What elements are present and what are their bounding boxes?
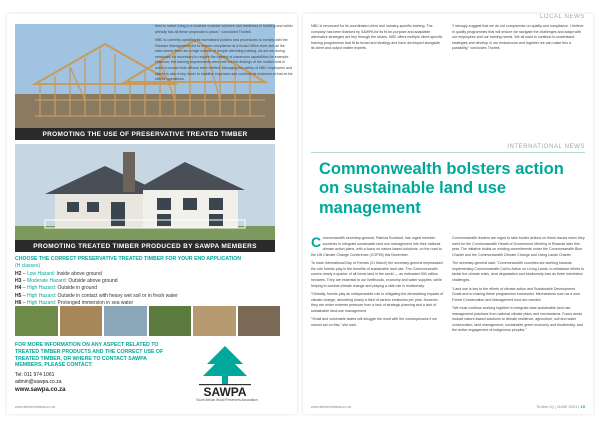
caption-preservative-treated: PROMOTING THE USE OF PRESERVATIVE TREATED TIMBER — [15, 128, 275, 140]
drop-cap: C — [311, 234, 322, 250]
bottom-article-columns — [311, 236, 585, 337]
hazard-row: H5 – High Hazard: Outside in contact with heavy wet soil or in fresh water — [15, 292, 178, 299]
folio-page-number: Timber iQ | JUNE 2021 | 19 — [536, 404, 585, 409]
sawpa-association-name: South African Wood Preservers Association — [196, 398, 258, 402]
thumbnail-image — [15, 306, 58, 336]
right-page — [303, 14, 593, 414]
section-label-international-news: INTERNATIONAL NEWS — [507, 144, 585, 150]
hazard-row: H4 – High Hazard: Outside in ground — [15, 285, 98, 292]
hazard-row: H3 – Moderate Hazard: Outside above ground — [15, 278, 118, 284]
article-paragraph: “Land use is key to the efforts of climate action and Sustainable Development Goals and to making these programmes successful. Mechanisms such as a new Forest Conservation and Management fund are needed. — [452, 286, 580, 302]
timber-product-thumbnails — [15, 306, 280, 336]
contact-block — [15, 342, 165, 393]
top-article-columns — [311, 24, 585, 55]
house-photo — [15, 144, 275, 240]
article-paragraph: Commonwealth secretary-general, Patricia Scotland, has urged member countries to integrate sustainable land use management into their national climate action plans, with a focus on nature-based solutions, on the road to the UN Climate Change Conference (COP26) this November. — [311, 234, 442, 257]
folio-website: www.timbertradesa.co.za — [311, 405, 352, 409]
sawpa-logo — [193, 344, 257, 400]
thumbnail-image — [149, 306, 192, 336]
left-article-column — [155, 24, 293, 86]
article-paragraph: NBC is renowned for its coordinated client and industry-specific training. The company has been thanked by SAWPA for its fit-for-purpose and adaptable alternative strategies are key through the stores. NBC offers multiple client-specific training programmes that fit its broad and strategy and have developed alongside its client and output matter experts. — [311, 24, 443, 51]
ad-subheading: (H classes) — [15, 262, 41, 269]
article-paragraph: “We must continue working together to integrate wise sustainable land use management practices from national climate plans and mechanisms. Focus areas include nature-based solutions to climate resilience, agriculture, soil and water conservation, land management, sustainable green economy and biodiversity, and the active engagement of indigenous peoples.” — [452, 306, 583, 333]
bottom-column-2 — [452, 236, 585, 337]
thumbnail-image — [238, 306, 281, 336]
caption-sawpa-members: PROMOTING TREATED TIMBER PRODUCED BY SAWPA MEMBERS — [15, 240, 275, 252]
hazard-row: H6 – High Hazard: Prolonged immersion in sea water — [15, 299, 134, 306]
article-paragraph: The secretary-general said: “Commonwealth countries are working towards implementing Commonwealth Call to Action on Living Lands, to rebalance efforts to tackle the climate crisis, land degradation and biodiversity loss as three interlinked challenges. — [452, 261, 585, 282]
top-column-1 — [311, 24, 444, 55]
thumbnail-image — [193, 306, 236, 336]
hazard-class-guide — [15, 256, 280, 307]
folio-left: www.timbertradesa.co.za — [15, 405, 56, 409]
article-paragraph: best to native living in a modular modular volumes and readiness in building and within already has all these proposals to place,” concluded Thurlell. — [155, 24, 293, 34]
thumbnail-image — [104, 306, 147, 336]
more-info-text: FOR MORE INFORMATION ON ANY ASPECT RELATED TO TREATED TIMBER PRODUCTS AND THE CORRECT USE OF TREATED TIMBER, OR WHERE TO CONTACT SAWPA MEMBERS, PLEASE CONTACT: — [15, 342, 164, 369]
article-paragraph: NBC is currently updating its normalised policies and procedures to comply with the Disaster Management Act to ensure compliance at a broad Office level and all the sites where there are a high volume of people attending training. As set out during measures it's necessary to require the training of classroom capabilities for example. However, the training requirements were met but the findings of the relative trial in order to ensure that officers were briefed. Managing the safety of NBC employees and clients is also a key driver to stabilise expenses and continue its business at that at the clients' operations. — [155, 38, 293, 82]
house-illustration — [15, 144, 275, 240]
email-address: admin@sawpa.co.za — [15, 379, 62, 385]
article-paragraph: “I strongly suggest that we do not compromise on quality and compliance. I believe in quality programmes that will ensure we navigate the challenges and adapt with our employees and our training needs. We all want to continue to understand strategies and develop in our endeavours and together we can make this a possibility,” concludes Thurlell. — [452, 24, 584, 51]
article-paragraph: Commonwealth leaders are urged to take bolder actions on these issues when they meet for the Commonwealth Heads of Government Meeting in Rwanda later this year. The initiative builds on existing commitments under the Commonwealth Blue Charter and the Commonwealth Climate Change and Living Lands Charter. — [452, 236, 585, 257]
article-paragraph: “Small and vulnerable states will struggle the most with the consequences if we cannot act on this,” she said. — [311, 317, 437, 327]
section-divider — [311, 152, 585, 153]
sawpa-logo-icon — [193, 344, 257, 400]
article-headline: Commonwealth bolsters action on sustainable land use management — [319, 160, 564, 217]
phone-number: Tel: 011 974 1061 — [15, 372, 55, 378]
bottom-column-1 — [311, 236, 444, 337]
ad-heading: CHOOSE THE CORRECT PRESERVATIVE TREATED TIMBER FOR YOUR END APPLICATION — [15, 256, 242, 262]
thumbnail-image — [60, 306, 103, 336]
hazard-row: H2 – Low Hazard: Inside above ground — [15, 270, 102, 277]
left-page — [7, 14, 297, 414]
top-column-2 — [452, 24, 585, 55]
article-paragraph: To mark International Day of Forests (21 March) the secretary-general emphasised the role forests play in the benefits of sustainable land use. The Commonwealth covers nearly a quarter of all forest land in the world — an estimated 900 million hectares. They are essential to our livelihoods, economy and water supplies, while helping to combat climate change and playing a vital role in biodiversity. — [311, 261, 443, 288]
article-paragraph: “Globally, forests play an indispensable role in mitigating the devastating impacts of climate change, absorbing nearly a third of carbon emissions per year. However, they are under extreme pressure from a lack of strategic planning and a lack of sustainable land-use management. — [311, 292, 444, 313]
section-label-local-news: LOCAL NEWS — [539, 14, 585, 20]
svg-text:SAWPA: SAWPA — [203, 385, 247, 399]
website-link[interactable]: www.sawpa.co.za — [15, 387, 66, 393]
